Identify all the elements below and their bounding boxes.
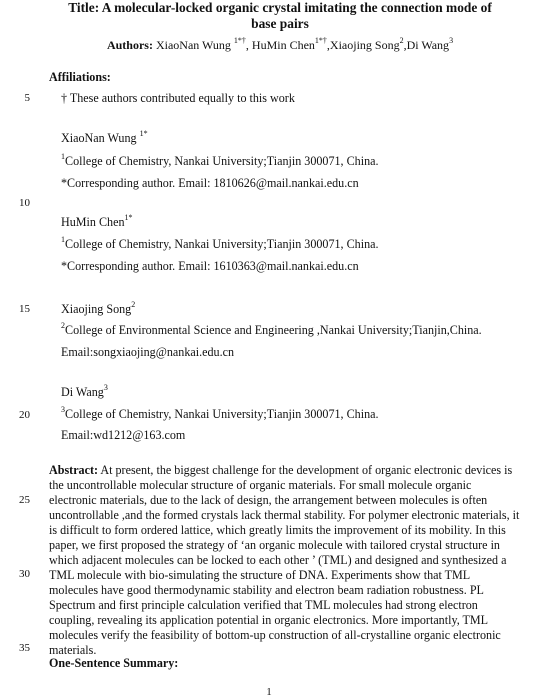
person-3-aff-text: College of Environmental Science and Engineering ,Nankai University;Tianjin,China.	[65, 323, 482, 337]
author-4: ,Di Wang	[403, 38, 450, 52]
person-1-contact: *Corresponding author. Email: 1810626@mail.nankai.edu.cn	[61, 176, 359, 190]
affiliations-heading: Affiliations:	[49, 70, 111, 84]
authors-line	[40, 38, 520, 53]
person-4-aff-sup: 3	[61, 404, 65, 414]
author-1: XiaoNan Wung	[152, 38, 234, 52]
line-number-10: 10	[19, 197, 30, 209]
title-line-2: base pairs	[251, 16, 309, 31]
line-number-30: 30	[19, 568, 30, 580]
line-number-35: 35	[19, 642, 30, 654]
person-3-aff-sup: 2	[61, 320, 65, 330]
abstract-line-10: Spectrum and first principle calculation verified that TML molecules had strong electron	[49, 598, 478, 612]
paper-title	[40, 0, 520, 32]
person-1-affiliation	[61, 151, 379, 169]
abstract-line-8: TML molecule with bio-simulating the structure of DNA. Experiments show that TML	[49, 568, 471, 582]
author-2: , HuMin Chen	[245, 38, 315, 52]
person-4-affiliation	[61, 404, 379, 422]
person-1-aff-text: College of Chemistry, Nankai University;Tianjin 300071, China.	[65, 154, 379, 168]
author-3: ,Xiaojing Song	[326, 38, 400, 52]
author-1-sup: 1*†	[233, 36, 246, 45]
person-1-aff-sup: 1	[61, 151, 65, 161]
line-number-5: 5	[24, 92, 30, 104]
abstract-label: Abstract:	[49, 463, 99, 477]
person-2-name-text: HuMin Chen	[61, 215, 125, 229]
person-2-name	[61, 212, 133, 230]
person-4-name-text: Di Wang	[61, 385, 104, 399]
abstract-line-5: is difficult to form ordered lattice, which greatly limits the improvement of its mobility. In this	[49, 523, 506, 537]
author-3-sup: 2	[399, 36, 404, 45]
abstract-line-1	[49, 463, 529, 478]
person-2-aff-sup: 1	[61, 234, 65, 244]
person-3-name-text: Xiaojing Song	[61, 302, 132, 316]
person-4-aff-text: College of Chemistry, Nankai University;Tianjin 300071, China.	[65, 407, 379, 421]
person-1-name-sup: 1*	[139, 128, 148, 138]
line-number-15: 15	[19, 303, 30, 315]
person-2-aff-text: College of Chemistry, Nankai University;Tianjin 300071, China.	[65, 237, 379, 251]
abstract-line-7: which adjacent molecules can be locked to each other ’ (TML) and designed and synthesized a	[49, 553, 507, 567]
abstract-line-13: materials.	[49, 643, 97, 657]
summary-heading: One-Sentence Summary:	[49, 656, 179, 670]
abstract-line-11: coupling, revealing its application potential in organic electronics. More importantly, TML	[49, 613, 489, 627]
authors-label: Authors:	[106, 38, 153, 52]
person-4-name	[61, 382, 108, 400]
person-1-name-text: XiaoNan Wung	[61, 131, 140, 145]
abstract-line-6: paper, we first proposed the strategy of ‘an organic molecule with tailored crystal structure in	[49, 538, 500, 552]
person-4-contact: Email:wd1212@163.com	[61, 428, 186, 442]
author-2-sup: 1*†	[314, 36, 327, 45]
line-number-20: 20	[19, 409, 30, 421]
person-2-contact: *Corresponding author. Email: 1610363@mail.nankai.edu.cn	[61, 259, 359, 273]
abstract	[49, 463, 529, 658]
abstract-line-12: molecules verify the feasibility of bottom-up construction of all-crystalline organic electronic	[49, 628, 501, 642]
title-line-1: Title: A molecular-locked organic crystal imitating the connection mode of	[68, 0, 492, 15]
person-2-affiliation	[61, 234, 379, 252]
abstract-line-2: the uncontrollable molecular structure of organic materials. For small molecule organic	[49, 478, 472, 492]
person-3-name-sup: 2	[131, 299, 136, 309]
person-3-affiliation	[61, 320, 482, 338]
person-3-contact: Email:songxiaojing@nankai.edu.cn	[61, 345, 235, 359]
person-2-name-sup: 1*	[124, 212, 133, 222]
abstract-line-1-text: At present, the biggest challenge for the development of organic electronic devices is	[98, 463, 513, 477]
person-1-name	[61, 128, 148, 146]
author-4-sup: 3	[449, 36, 454, 45]
abstract-line-3: electronic materials, due to the lack of design, the arrangement between molecules is often	[49, 493, 488, 507]
person-4-name-sup: 3	[103, 382, 108, 392]
person-3-name	[61, 299, 136, 317]
page-number: 1	[266, 686, 272, 698]
line-number-25: 25	[19, 494, 30, 506]
abstract-line-9: molecules have good thermodynamic stability and electron beam radiation robustness. PL	[49, 583, 484, 597]
equal-contribution-note: † These authors contributed equally to this work	[61, 91, 295, 105]
abstract-line-4: uncontrollable ,and the formed crystals lack thermal stability. For polymer electronic materials, it	[49, 508, 520, 522]
